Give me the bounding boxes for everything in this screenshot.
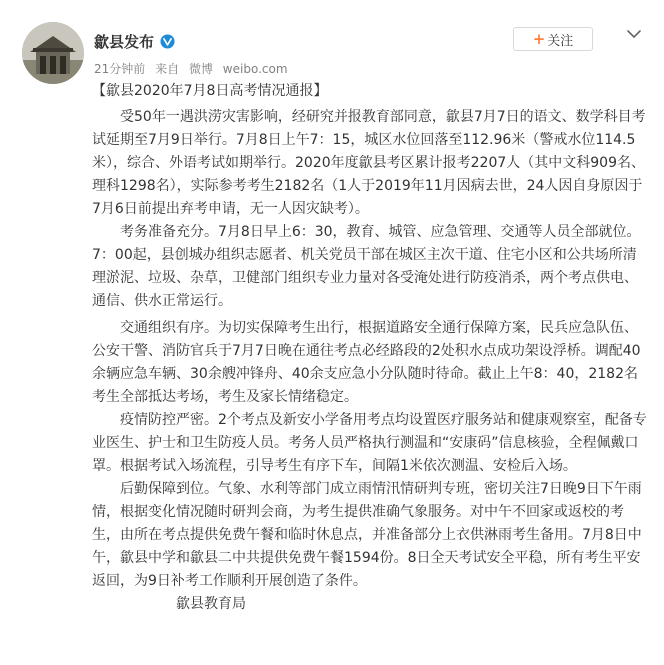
follow-label: 关注 [547,33,574,49]
post-content [92,80,648,616]
signature: 歙县教育局 [176,596,246,612]
source-domain: weibo.com [222,62,288,76]
source-link[interactable]: 微博 [188,62,213,76]
chevron-down-icon[interactable] [624,25,644,43]
post-title: 【歙县2020年7月8日高考情况通报】 [92,83,328,99]
paragraph-overview: 受50年一遇洪涝灾害影响，经研究并报教育部同意，歙县7月7日的语文、数学科目考试延期至7月9日举行。7月8日上午7：15，城区水位回落至112.96米（警戒水位114.5米），综合、外语考试如期举行。2020年度歙县考区累计报考2207人（其中文科909名、理科1298名），实际参考考生2182名（1人于2019年11月因病去世，24人因自身原因于7月6日前提出弃考申请，无一人因灾缺考）。 [92,109,646,217]
source-prefix: 来自 [155,62,180,76]
paragraph-logistics: 后勤保障到位。气象、水利等部门成立雨情汛情研判专班，密切关注7日晚9日下午雨情，根据变化情况随时研判会商，为考生提供准确气象服务。对中午不回家或返校的考生，由所在考点提供免费午餐和临时休息点，并准备部分上衣供淋雨考生备用。7月8日中午，歙县中学和歙县二中共提供免费午餐1594份。8日全天考试安全平稳，所有考生平安返回，为9日补考工作顺利开展创造了条件。 [92,481,642,589]
author-name[interactable]: 歙县发布 [94,33,155,51]
avatar[interactable] [22,22,84,84]
paragraph-traffic: 交通组织有序。为切实保障考生出行，根据道路安全通行保障方案，民兵应急队伍、公安干警、消防官兵于7月7日晚在通往考点必经路段的2处积水点成功架设浮桥。调配40余辆应急车辆、30余艘冲锋舟、40余支应急小分队随时待命。截止上午8：40，2182名考生全部抵达考场，考生及家长情绪稳定。 [92,320,641,405]
bottom-fade [0,655,664,665]
follow-button[interactable] [513,27,593,51]
post-time[interactable]: 21分钟前 [94,62,146,76]
plus-icon: + [532,30,546,48]
verified-v-icon [160,34,175,49]
post-meta [94,60,294,77]
paragraph-exam-preparation: 考务准备充分。7月8日早上6：30，教育、城管、应急管理、交通等人员全部就位。7：00起，县创城办组织志愿者、机关党员干部在城区主次干道、住宅小区和公共场所清理淤泥、垃圾、杂草，卫健部门组织专业力量对各受淹处进行防疫消杀，两个考点供电、通信、供水正常运行。 [92,224,641,309]
paragraph-epidemic-control: 疫情防控严密。2个考点及新安小学备用考点均设置医疗服务站和健康观察室，配备专业医生、护士和卫生防疫人员。考务人员严格执行测温和“安康码”信息核验，全程佩戴口罩。根据考试入场流程，引导考生有序下车，间隔1米依次测温、安检后入场。 [92,412,647,474]
